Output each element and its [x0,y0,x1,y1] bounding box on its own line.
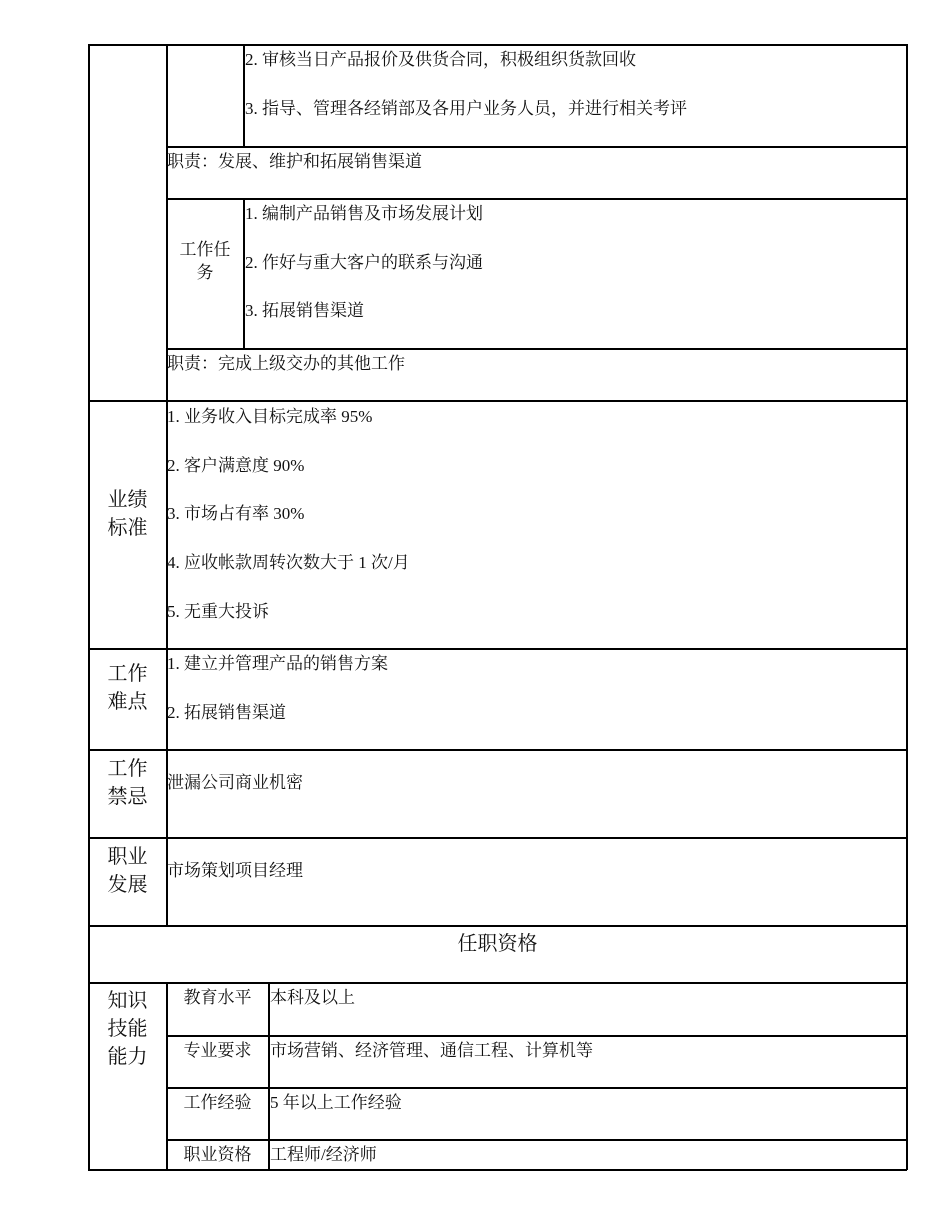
qual-row-value: 工程师/经济师 [270,1145,377,1164]
row-line [88,648,907,650]
row-line [166,348,907,350]
performance-label: 业绩 标准 [107,489,148,539]
row-line [88,749,907,751]
qual-row-label: 专业要求 [183,1041,252,1060]
difficulty-item: 2. 拓展销售渠道 [167,703,286,722]
taboos-label: 工作 禁忌 [107,758,148,808]
table-border-top [88,44,907,46]
label-column-divider [166,44,168,926]
taboos-text: 泄漏公司商业机密 [167,773,303,792]
label-column-divider-lower [166,982,168,1170]
tasks-label: 工作任 务 [179,240,231,282]
qual-value-divider [268,982,270,1170]
career-text: 市场策划项目经理 [167,861,303,880]
qual-row-value: 本科及以上 [270,988,355,1007]
qual-row-label: 教育水平 [183,988,252,1007]
task-item: 3. 指导、管理各经销部及各用户业务人员，并进行相关考评 [245,99,687,118]
row-line [166,198,907,200]
difficulties-label: 工作 难点 [107,663,148,713]
duty-text: 职责：发展、维护和拓展销售渠道 [167,152,422,171]
row-line [88,925,907,927]
row-line [166,1035,907,1037]
task-item: 3. 拓展销售渠道 [245,301,364,320]
performance-item: 1. 业务收入目标完成率 95% [167,407,373,426]
difficulty-item: 1. 建立并管理产品的销售方案 [167,654,388,673]
task-item: 2. 作好与重大客户的联系与沟通 [245,253,483,272]
table-border-right [906,44,908,1170]
performance-item: 2. 客户满意度 90% [167,456,305,475]
row-line [166,1139,907,1141]
row-line [88,837,907,839]
qual-row-value: 5 年以上工作经验 [270,1093,402,1112]
qual-row-value: 市场营销、经济管理、通信工程、计算机等 [270,1041,593,1060]
row-line [166,1087,907,1089]
table-border-bottom [88,1169,907,1171]
duty-text: 职责：完成上级交办的其他工作 [167,354,405,373]
task-item: 2. 审核当日产品报价及供货合同，积极组织货款回收 [245,50,636,69]
qual-row-label: 工作经验 [183,1093,252,1112]
performance-item: 5. 无重大投诉 [167,602,269,621]
qualifications-label: 知识 技能 能力 [107,990,148,1068]
qual-row-label: 职业资格 [183,1145,252,1164]
task-item: 1. 编制产品销售及市场发展计划 [245,204,483,223]
performance-item: 4. 应收帐款周转次数大于 1 次/月 [167,553,410,572]
career-label: 职业 发展 [107,846,148,896]
row-line [166,146,907,148]
qualifications-title: 任职资格 [457,933,538,955]
row-line [88,982,907,984]
performance-item: 3. 市场占有率 30% [167,504,305,523]
row-line [88,400,907,402]
